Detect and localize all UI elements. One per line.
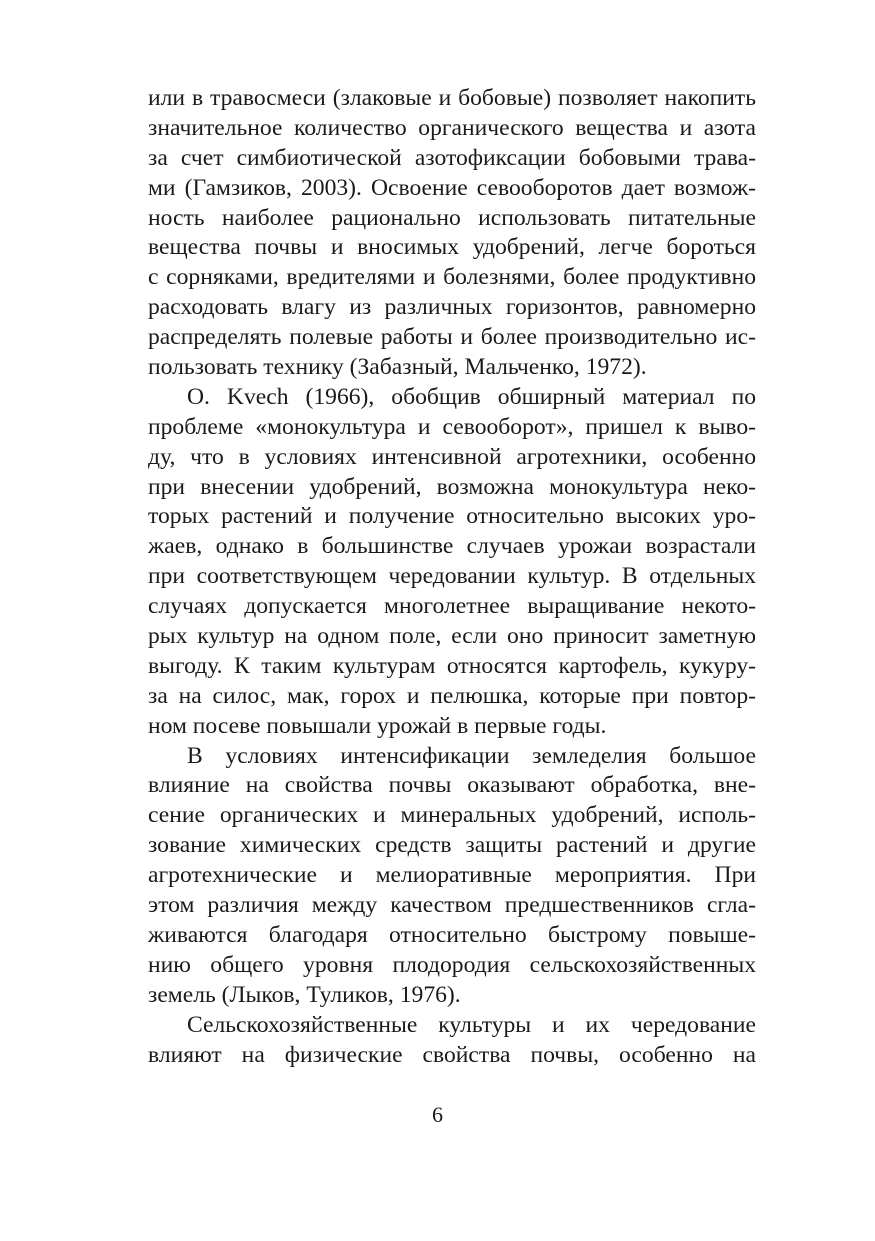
paragraph-3 [148, 742, 756, 1011]
text-line: вещества почвы и вносимых удобрений, легче бороться [148, 234, 756, 261]
text-line: ном посеве повышали урожай в первые годы. [148, 712, 607, 739]
text-line: Сельскохозяйственные культуры и их чередование [187, 1011, 756, 1038]
text-line: распределять полевые работы и более производительно ис- [148, 324, 756, 351]
text-line: влияние на свойства почвы оказывают обработка, вне- [148, 772, 756, 799]
text-line: агротехнические и мелиоративные мероприятия. При [148, 862, 756, 889]
paragraph-1 [148, 84, 756, 383]
text-line: В условиях интенсификации земледелия большое [187, 742, 756, 769]
text-line: за счет симбиотической азотофиксации бобовыми трава- [148, 144, 756, 171]
text-line: этом различия между качеством предшественников сгла- [148, 892, 756, 919]
text-line: расходовать влагу из различных горизонтов, равномерно [148, 294, 756, 321]
text-line: выгоду. К таким культурам относятся картофель, кукуру- [148, 652, 756, 679]
text-line: нию общего уровня плодородия сельскохозяйственных [148, 951, 756, 978]
text-line: влияют на физические свойства почвы, особенно на [148, 1041, 756, 1068]
text-line: проблеме «монокультура и севооборот», пришел к выво- [148, 413, 756, 440]
text-line: земель (Лыков, Туликов, 1976). [148, 981, 461, 1008]
text-line: пользовать технику (Забазный, Мальченко, 1972). [148, 354, 647, 381]
page-body [148, 84, 756, 1070]
text-line: сение органических и минеральных удобрений, исполь- [148, 802, 756, 829]
text-line: O. Kvech (1966), обобщив обширный материал по [187, 383, 756, 410]
text-line: ду, что в условиях интенсивной агротехники, особенно [148, 443, 756, 470]
text-line: с сорняками, вредителями и болезнями, более продуктивно [148, 264, 756, 291]
text-line: жаев, однако в большинстве случаев урожаи возрастали [148, 533, 756, 560]
page-number: 6 [432, 1102, 443, 1127]
text-line: живаются благодаря относительно быстрому повыше- [148, 921, 756, 948]
text-line: или в травосмеси (злаковые и бобовые) позволяет накопить [148, 85, 756, 111]
text-line: случаях допускается многолетнее выращивание некото- [148, 593, 756, 620]
text-line: ность наиболее рационально использовать питательные [148, 204, 756, 231]
text-line: зование химических средств защиты растений и другие [148, 832, 756, 859]
text-line: торых растений и получение относительно высоких уро- [148, 503, 756, 530]
text-line: за на силос, мак, горох и пелюшка, которые при повтор- [148, 682, 756, 709]
text-line: при соответствующем чередовании культур. В отдельных [148, 563, 756, 590]
text-line: значительное количество органического вещества и азота [148, 114, 756, 141]
paragraph-2 [148, 383, 756, 742]
paragraph-4 [148, 1011, 756, 1071]
text-line: при внесении удобрений, возможна монокультура неко- [148, 473, 756, 500]
text-line: рых культур на одном поле, если оно приносит заметную [148, 623, 756, 650]
text-line: ми (Гамзиков, 2003). Освоение севооборотов дает возмож- [148, 174, 756, 201]
